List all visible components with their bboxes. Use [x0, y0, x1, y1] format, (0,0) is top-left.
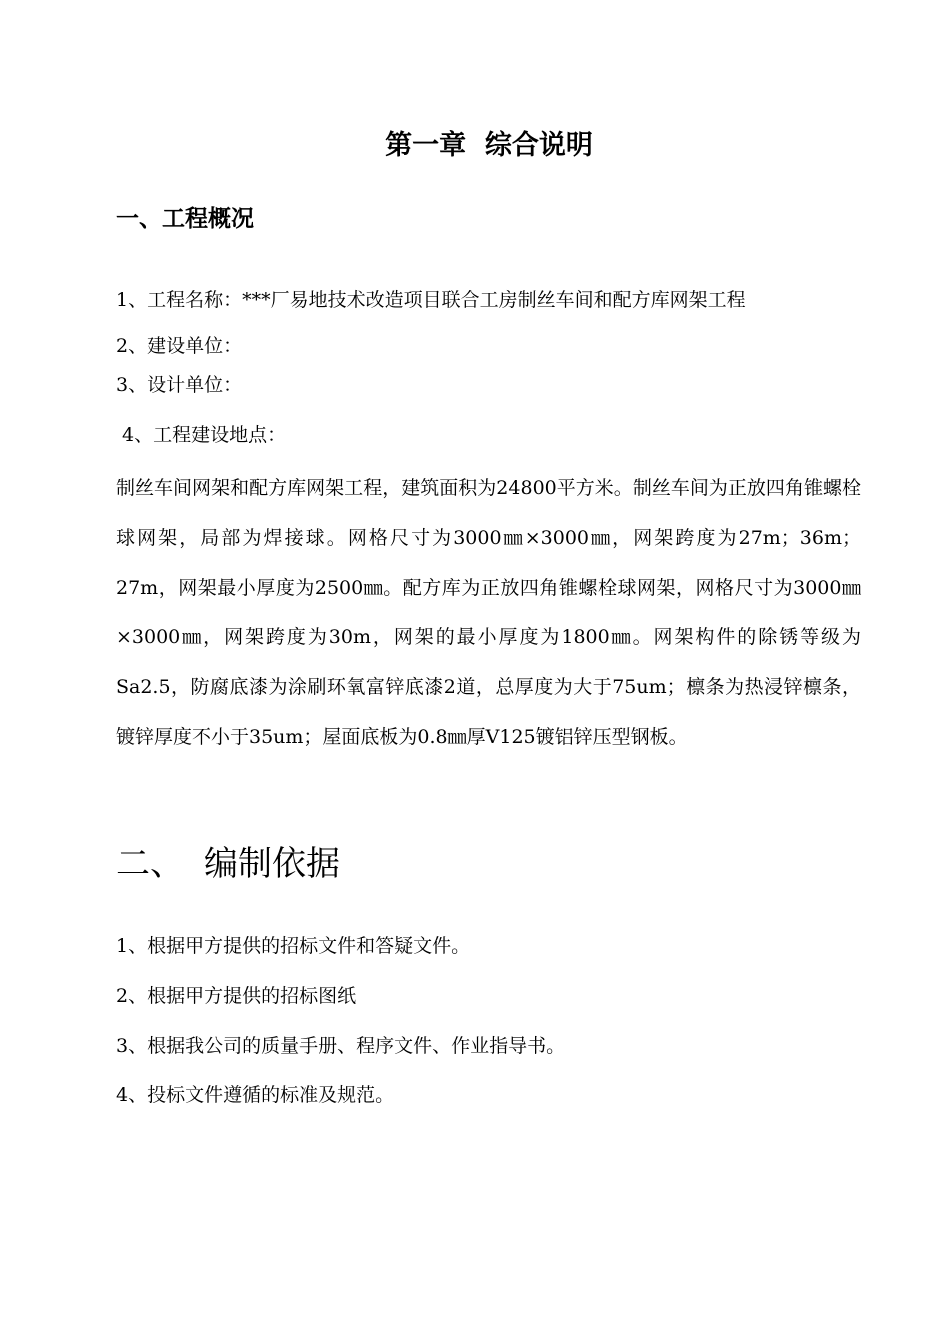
basis-item-1: 1、根据甲方提供的招标文件和答疑文件。 — [116, 935, 471, 957]
construction-unit-line: 2、建设单位： — [116, 335, 243, 357]
project-description-paragraph: 制丝车间网架和配方库网架工程，建筑面积为24800平方米。制丝车间为正放四角锥螺栓球网架，局部为焊接球。网格尺寸为3000㎜×3000㎜，网架跨度为27m；36m；27m，网架最小厚度为2500㎜。配方库为正放四角锥螺栓球网架，网格尺寸为3000㎜×3000㎜，网架跨度为30m，网架的最小厚度为1800㎜。网架构件的除锈等级为Sa2.5，防腐底漆为涂刷环氧富锌底漆2道，总厚度为大于75um；檩条为热浸锌檩条，镀锌厚度不小于35um；屋面底板为0.8㎜厚V125镀铝锌压型钢板。 — [116, 477, 861, 748]
basis-item-2: 2、根据甲方提供的招标图纸 — [116, 985, 357, 1007]
chapter-title: 第一章 综合说明 — [385, 130, 593, 161]
section-2-heading: 编制依据 — [204, 844, 340, 884]
basis-item-3: 3、根据我公司的质量手册、程序文件、作业指导书。 — [116, 1035, 566, 1057]
section-1-title: 一、工程概况 — [116, 206, 254, 232]
project-name-line: 1、工程名称：***厂易地技术改造项目联合工房制丝车间和配方库网架工程 — [116, 289, 746, 311]
section-2-title — [116, 842, 340, 886]
section-2-number: 二、 — [116, 844, 184, 884]
basis-item-4: 4、投标文件遵循的标准及规范。 — [116, 1084, 395, 1106]
design-unit-line: 3、设计单位： — [116, 374, 243, 396]
location-line: 4、工程建设地点： — [116, 424, 287, 446]
